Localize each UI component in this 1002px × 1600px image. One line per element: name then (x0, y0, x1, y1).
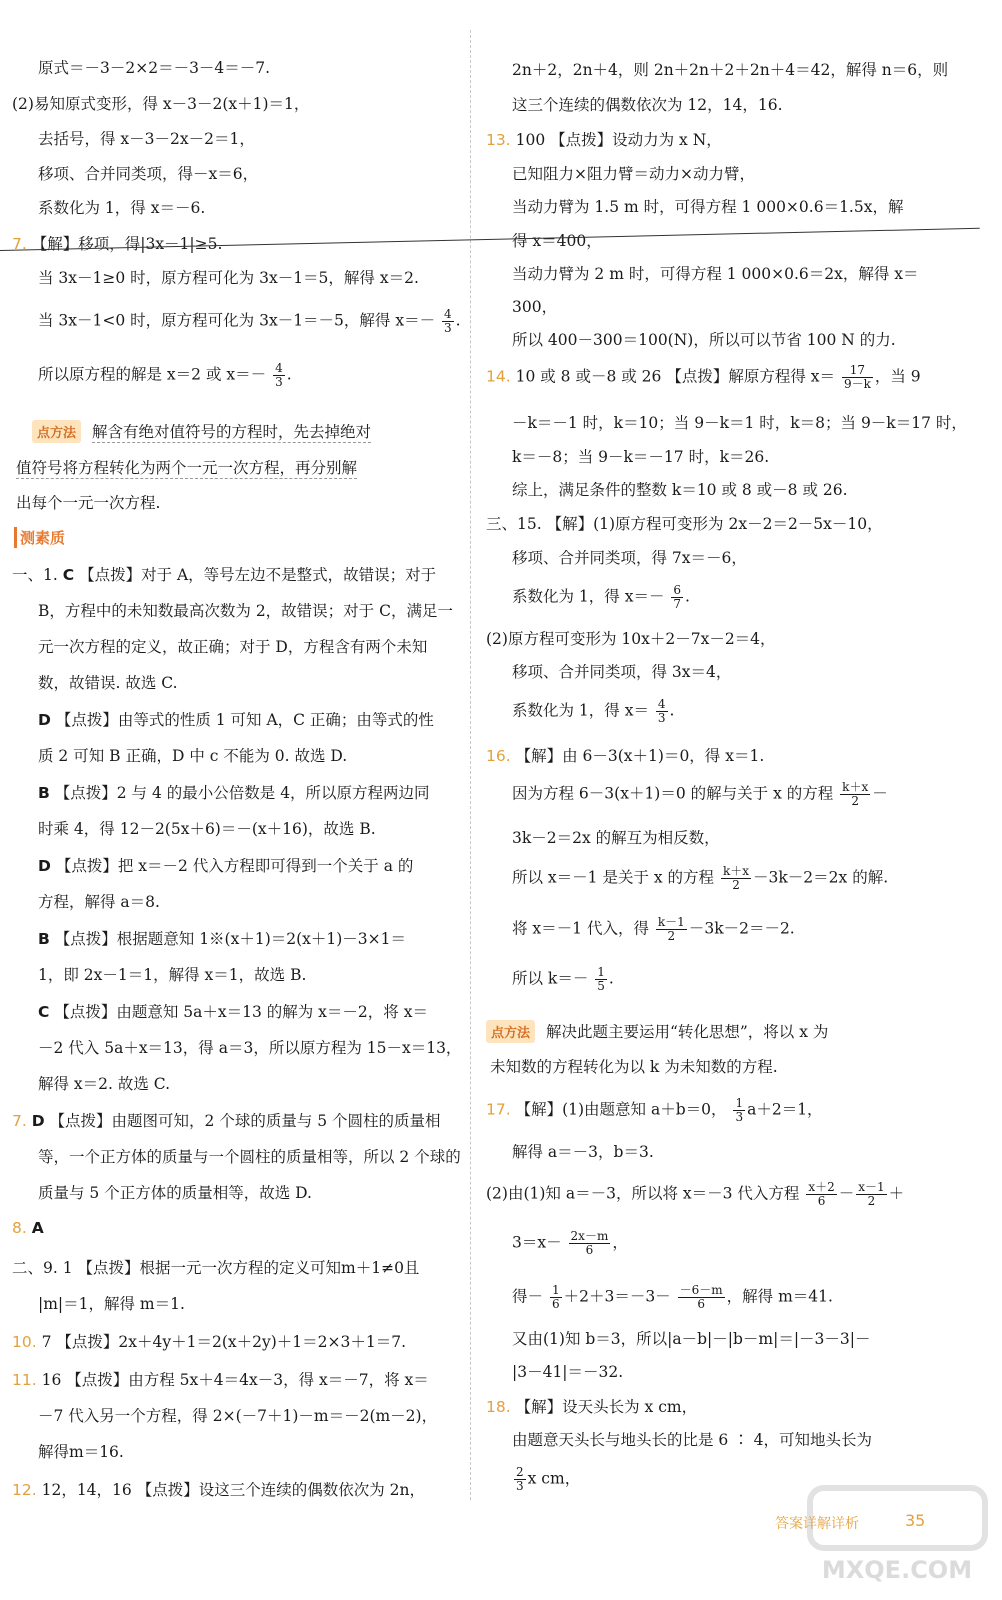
text-span: 系数化为 1，得 x＝－ (512, 587, 665, 606)
text-line: |m|＝1，解得 m＝1. (38, 1295, 185, 1313)
method-note (32, 420, 371, 443)
text-span: 【点拨】根据题意知 1※(x＋1)＝2(x＋1)－3×1＝ (54, 930, 407, 948)
text-line: 时乘 4，得 12－2(5x＋6)＝－(x＋16)，故选 B. (38, 820, 376, 838)
text-line: 已知阻力×阻力臂＝动力×动力臂， (512, 165, 755, 183)
text-line: 3＝x－ $\frac{2x-m}{6}$ ， (512, 1229, 628, 1257)
text-span: a＋2＝1， (747, 1100, 823, 1119)
text-line: 方程，解得 a＝8. (38, 893, 160, 911)
text-span: 【点拨】由题意知 5a＋x＝13 的解为 x＝－2，将 x＝ (54, 1003, 428, 1021)
text-span: 系数化为 1，得 x＝ (512, 701, 649, 720)
answer-letter: B (38, 930, 50, 948)
text-line: 数，故错误. 故选 C. (38, 674, 178, 692)
question-number: 7. (12, 1112, 27, 1130)
text-line (512, 781, 888, 808)
text-line: |3－41|＝－32. (512, 1363, 624, 1381)
svg-text:MXQE.COM: MXQE.COM (821, 1556, 973, 1584)
fraction: $\frac{6}{7}$ (673, 583, 682, 611)
text-line (512, 1284, 833, 1311)
text-span: 【点拨】由等式的性质 1 可知 A，C 正确；由等式的性 (55, 711, 434, 729)
page-number: 35 (905, 1511, 926, 1530)
text-span: － (872, 784, 888, 803)
fill-answer-11 (12, 1368, 429, 1390)
fraction: $\frac{x+2}{6}$ (808, 1180, 835, 1208)
fraction: $\frac{2}{3}$ (516, 1465, 524, 1493)
text-span: 所以原方程的解是 x＝2 或 x＝－ (38, 365, 267, 384)
text-span: 1 【点拨】根据一元一次方程的定义可知m＋1≠0且 (62, 1259, 420, 1277)
text-line: －2 代入 5a＋x＝13，得 a＝3，所以原方程为 15－x＝13， (38, 1039, 462, 1057)
text-span: 16 【点拨】由方程 5x＋4＝4x－3，得 x＝－7，将 x＝ (41, 1371, 429, 1389)
text-line: 所以 k＝－ $\frac{1}{5}$ . (512, 965, 614, 993)
fill-answer-12 (12, 1478, 425, 1500)
question-16 (486, 744, 764, 766)
text-span: 因为方程 6－3(x＋1)＝0 的解与关于 x 的方程 (512, 784, 834, 803)
fraction: $\frac{k-1}{2}$ (657, 915, 685, 943)
text-span: 100 【点拨】设动力为 x N， (515, 131, 722, 149)
text-line: (2)易知原式变形，得 x－3－2(x＋1)＝1， (12, 95, 310, 113)
question-17 (486, 1097, 823, 1124)
answer-letter: B (38, 784, 50, 802)
question-number: 11. (12, 1371, 37, 1389)
question-number: 16. (486, 747, 511, 765)
text-span: 【点拨】对于 A，等号左边不是整式，故错误；对于 (79, 566, 437, 584)
fraction: $\frac{4}{3}$ (275, 361, 283, 389)
fraction: $\frac{k+x}{2}$ (842, 780, 869, 808)
text-span: 值符号将方程转化为两个一元一次方程，再分别解 (16, 459, 358, 477)
fraction: $\frac{x-1}{2}$ (858, 1180, 885, 1208)
mc-answer-6 (38, 1000, 428, 1022)
text-span: 解含有绝对值符号的方程时，先去掉绝对 (91, 423, 371, 441)
fraction: $\frac{1}{6}$ (551, 1283, 560, 1311)
watermark-logo (800, 1480, 995, 1590)
text-line (16, 456, 357, 478)
answer-letter: D (38, 857, 51, 875)
text-line: 移项、合并同类项，得 7x＝－6， (512, 549, 747, 567)
fraction: $\frac{1}{5}$ (597, 965, 605, 993)
text-line: 这三个连续的偶数依次为 12，14，16. (512, 96, 783, 114)
text-span: －3k－2＝2x 的解. (753, 868, 889, 887)
question-15 (486, 512, 883, 534)
text-line: 当动力臂为 2 m 时，可得方程 1 000×0.6＝2x，解得 x＝ (512, 265, 919, 283)
text-line: (2)原方程可变形为 10x＋2－7x－2＝4， (486, 630, 776, 648)
text-span: 【解】由 6－3(x＋1)＝0，得 x＝1. (515, 747, 765, 765)
question-number: 14. (486, 367, 511, 386)
text-line (512, 865, 888, 892)
mc-answer-5 (38, 927, 406, 949)
text-span: 当 3x－1<0 时，原方程可化为 3x－1＝－5，解得 x＝－ (38, 311, 436, 330)
section-label: 测素质 (14, 527, 65, 548)
text-span: 所以 k＝－ (512, 969, 589, 988)
text-span: ，解得 m＝41. (726, 1287, 833, 1306)
text-line: 出每个一元一次方程. (16, 494, 161, 512)
section-title (14, 527, 65, 548)
text-line: 又由(1)知 b＝3，所以|a－b|－|b－m|＝|－3－3|－ (512, 1330, 871, 1348)
text-line: 由题意天头长与地头长的比是 6 ∶ 4，可知地头长为 (512, 1431, 873, 1449)
text-span: 【解】设天头长为 x cm， (515, 1398, 698, 1416)
text-line: (2)由(1)知 a＝－3，所以将 x＝－3 代入方程 $\frac{x+2}{6}$ － $\frac{x-1}{2}$ ＋ (486, 1180, 905, 1208)
text-line: 所以原方程的解是 x＝2 或 x＝－ $\frac{4}{3}$ . (38, 361, 292, 389)
fraction: $\frac{1}{3}$ (735, 1096, 744, 1124)
question-13 (486, 128, 722, 150)
fraction: $\frac{17}{9-k}$ (843, 363, 871, 391)
text-line (512, 1466, 580, 1493)
text-line: 当 3x－1≥0 时，原方程可化为 3x－1＝5，解得 x＝2. (38, 269, 419, 287)
text-span: 7 【点拨】2x＋4y＋1＝2(x＋2y)＋1＝2×3＋1＝7. (41, 1333, 407, 1351)
text-line: －k＝－1 时，k＝10；当 9－k＝1 时，k＝8；当 9－k＝17 时， (512, 414, 967, 432)
text-line: 系数化为 1，得 x＝－6. (38, 199, 206, 217)
question-number: 二、9. (12, 1259, 58, 1277)
text-line: 元一次方程的定义，故正确；对于 D，方程含有两个未知 (38, 638, 428, 656)
text-span: 【点拨】把 x＝－2 代入方程即可得到一个关于 a 的 (55, 857, 414, 875)
answer-letter: C (62, 566, 75, 584)
text-line: 3k－2＝2x 的解互为相反数， (512, 829, 720, 847)
method-note (486, 1020, 828, 1043)
mc-answer-3 (38, 781, 430, 803)
text-span: x cm， (527, 1469, 581, 1488)
footer-label: 答案详解详析 (775, 1516, 859, 1532)
text-line: B，方程中的未知数最高次数为 2，故错误；对于 C，满足一 (38, 602, 453, 620)
text-line: 原式＝－3－2×2＝－3－4＝－7. (38, 59, 271, 77)
mc-answer-8 (12, 1219, 44, 1237)
answer-letter: D (38, 711, 51, 729)
text-line: 得 x＝400， (512, 232, 602, 250)
question-number: 13. (486, 131, 511, 149)
text-line: k＝－8；当 9－k＝－17 时，k＝26. (512, 448, 770, 466)
text-line: 当 3x－1<0 时，原方程可化为 3x－1＝－5，解得 x＝－ $\frac{4}{3}$ . (38, 307, 461, 335)
text-line: 解得 a＝－3，b＝3. (512, 1143, 654, 1161)
text-span: 【点拨】2 与 4 的最小公倍数是 4，所以原方程两边同 (54, 784, 430, 802)
text-line: 移项、合并同类项，得－x＝6， (38, 165, 259, 183)
text-span: 得－ (512, 1287, 544, 1306)
text-line: 解得 x＝2. 故选 C. (38, 1075, 171, 1093)
question-number: 17. (486, 1100, 511, 1119)
text-line: 去括号，得 x－3－2x－2＝1， (38, 130, 255, 148)
text-line (512, 916, 795, 943)
method-badge: 点方法 (32, 420, 81, 443)
answer-letter: D (31, 1112, 45, 1130)
answer-letter: A (31, 1219, 44, 1237)
text-line: 等，一个正方体的质量与一个圆柱的质量相等，所以 2 个球的 (38, 1148, 461, 1166)
text-span: 10 或 8 或－8 或 26 【点拨】解原方程得 x＝ (515, 367, 835, 386)
mc-answer-4 (38, 854, 413, 876)
text-line: －7 代入另一个方程，得 2×(－7＋1)－m＝－2(m－2)， (38, 1407, 438, 1425)
mc-answer-7 (12, 1109, 441, 1131)
fraction: $\frac{-6-m}{6}$ (679, 1283, 723, 1311)
text-line: 质量与 5 个正方体的质量相等，故选 D. (38, 1184, 312, 1202)
question-14 (486, 364, 921, 391)
fill-answer-10 (12, 1330, 406, 1352)
text-span: 3＝x－ (512, 1233, 562, 1252)
fraction: $\frac{2x-m}{6}$ (570, 1229, 609, 1257)
text-line: 系数化为 1，得 x＝ $\frac{4}{3}$ . (512, 697, 675, 725)
text-line: 综上，满足条件的整数 k＝10 或 8 或－8 或 26. (512, 481, 848, 499)
text-line: 当动力臂为 1.5 m 时，可得方程 1 000×0.6＝1.5x，解 (512, 198, 904, 216)
question-number: 10. (12, 1333, 37, 1351)
fraction: $\frac{4}{3}$ (444, 307, 452, 335)
text-line: 1，即 2x－1＝1，解得 x＝1，故选 B. (38, 966, 307, 984)
text-span: 12，14，16 【点拨】设这三个连续的偶数依次为 2n， (41, 1481, 425, 1499)
text-line: 系数化为 1，得 x＝－ $\frac{6}{7}$ . (512, 583, 690, 611)
text-span: 将 x＝－1 代入，得 (512, 919, 649, 938)
text-line: 【解】移项，得|3x－1|≥5. (31, 235, 223, 253)
question-number: 12. (12, 1481, 37, 1499)
text-line: 质 2 可知 B 正确，D 中 c 不能为 0. 故选 D. (38, 747, 348, 765)
text-line: 移项、合并同类项，得 3x＝4， (512, 663, 732, 681)
question-number: 一、1. (12, 566, 58, 584)
text-span: 所以 x＝－1 是关于 x 的方程 (512, 868, 715, 887)
text-line: 2n＋2，2n＋4，则 2n＋2n＋2＋2n＋4＝42，解得 n＝6，则 (512, 61, 949, 79)
text-line: 所以 400－300＝100(N)，所以可以节省 100 N 的力. (512, 331, 896, 349)
text-span: (2)由(1)知 a＝－3，所以将 x＝－3 代入方程 (486, 1184, 800, 1203)
fraction: $\frac{4}{3}$ (657, 697, 666, 725)
text-span: 【解】(1)原方程可变形为 2x－2＝2－5x－10， (546, 515, 883, 533)
text-line: 解得m＝16. (38, 1443, 124, 1461)
text-line: 未知数的方程转化为以 k 为未知数的方程. (490, 1058, 778, 1076)
question-18 (486, 1395, 697, 1417)
mc-answer-2 (38, 708, 434, 730)
mc-answer-1 (12, 563, 436, 585)
text-span: ，当 9 (874, 367, 921, 386)
method-badge: 点方法 (486, 1020, 535, 1043)
question-number: 三、15. (486, 515, 542, 533)
text-span: 【点拨】由题图可知，2 个球的质量与 5 个圆柱的质量相 (49, 1112, 441, 1130)
text-span: ＋2＋3＝－3－ (563, 1287, 671, 1306)
text-span: 【解】(1)由题意知 a＋b＝0， (515, 1100, 727, 1119)
text-span: －3k－2＝－2. (688, 919, 795, 938)
fraction: $\frac{k+x}{2}$ (723, 864, 750, 892)
answer-letter: C (38, 1003, 50, 1021)
text-line: 300， (512, 298, 558, 316)
text-span: 解决此题主要运用“转化思想”，将以 x 为 (545, 1023, 829, 1041)
question-number: 8. (12, 1219, 27, 1237)
column-divider (470, 30, 471, 1500)
question-number: 18. (486, 1398, 511, 1416)
question-7 (12, 232, 222, 254)
question-number: 7. (12, 235, 27, 253)
fill-answer-9 (12, 1256, 419, 1278)
